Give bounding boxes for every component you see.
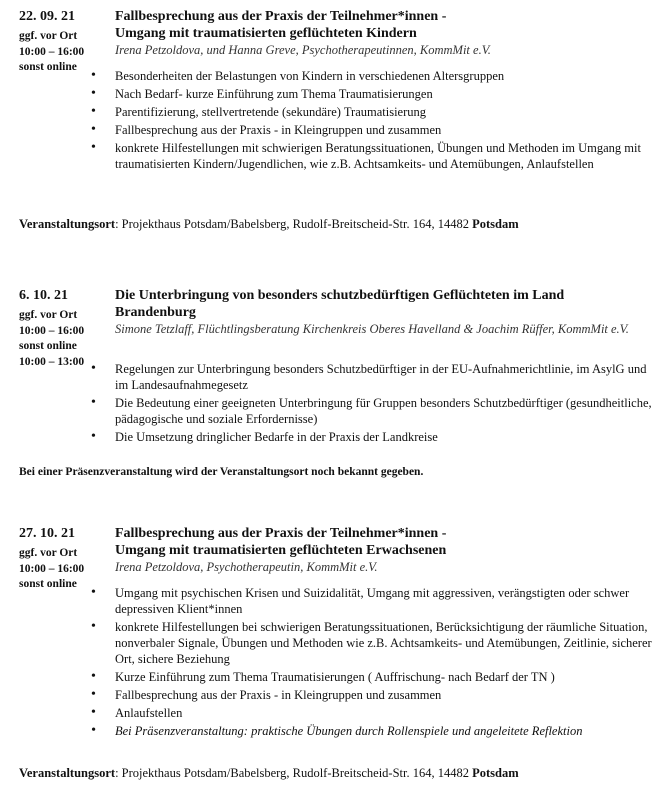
event-speakers: Irena Petzoldova, Psychotherapeutin, KommMit e.V. [115, 560, 378, 574]
event-content [115, 287, 655, 447]
event-date: 6. 10. 21 [19, 288, 68, 303]
list-item: • Die Umsetzung dringlicher Bedarfe in der Praxis der Landkreise [115, 429, 655, 445]
event-date-block [19, 287, 109, 370]
list-item: • Nach Bedarf- kurze Einführung zum Thema Traumatisierungen [115, 86, 655, 102]
event-title-line: Umgang mit traumatisierten geflüchteten Erwachsenen [115, 543, 447, 558]
event-time: 10:00 – 16:00 [19, 562, 85, 575]
event-time: 10:00 – 16:00 [19, 324, 85, 337]
event-location-mode: ggf. vor Ort [19, 547, 78, 559]
event-time: 10:00 – 16:00 [19, 45, 85, 58]
venue-city: Potsdam [472, 217, 519, 231]
venue-label: Veranstaltungsort [19, 766, 116, 780]
event-title-line: Fallbesprechung aus der Praxis der Teilnehmer*innen - [115, 9, 447, 24]
event-title-line: Umgang mit traumatisierten geflüchteten Kindern [115, 26, 417, 41]
event-title-line: Die Unterbringung von besonders schutzbedürftigen Geflüchteten im Land [115, 288, 565, 303]
event-content [115, 8, 655, 174]
event-topic-list [115, 585, 655, 739]
event-date-block [19, 8, 109, 76]
venue-address: : Projekthaus Potsdam/Babelsberg, Rudolf-Breitscheid-Str. 164, 14482 [115, 217, 473, 231]
venue-address: : Projekthaus Potsdam/Babelsberg, Rudolf-Breitscheid-Str. 164, 14482 [115, 766, 473, 780]
event-topic-list [115, 361, 655, 445]
event-venue [19, 765, 659, 781]
event-time-online: 10:00 – 13:00 [19, 355, 85, 368]
event-content [115, 525, 655, 741]
event-online-note: sonst online [19, 578, 77, 590]
list-item: • Parentifizierung, stellvertretende (sekundäre) Traumatisierung [115, 104, 655, 120]
list-item: • Kurze Einführung zum Thema Traumatisierungen ( Auffrischung- nach Bedarf der TN ) [115, 669, 655, 685]
list-item: • Besonderheiten der Belastungen von Kindern in verschiedenen Altersgruppen [115, 68, 655, 84]
event-location-mode: ggf. vor Ort [19, 309, 78, 321]
list-item: • Fallbesprechung aus der Praxis - in Kleingruppen und zusammen [115, 122, 655, 138]
list-item: • Regelungen zur Unterbringung besonders Schutzbedürftiger in der EU-Aufnahmerichtlinie, im AsylG und im Landesaufnahmegesetz [115, 361, 655, 393]
event-venue-note: Bei einer Präsenzveranstaltung wird der Veranstaltungsort noch bekannt gegeben. [19, 466, 424, 478]
event-venue [19, 216, 659, 232]
event-date: 22. 09. 21 [19, 9, 75, 24]
event-speakers: Simone Tetzlaff, Flüchtlingsberatung Kirchenkreis Oberes Havelland & Joachim Rüffer, KommMit e.V. [115, 322, 629, 336]
event-date-block [19, 525, 109, 593]
event-speakers: Irena Petzoldova, und Hanna Greve, Psychotherapeutinnen, KommMit e.V. [115, 43, 491, 57]
event-topic-list [115, 68, 655, 172]
list-item: • Bei Präsenzveranstaltung: praktische Übungen durch Rollenspiele und angeleitete Reflektion [115, 723, 655, 739]
venue-city: Potsdam [472, 766, 519, 780]
list-item: • konkrete Hilfestellungen mit schwierigen Beratungssituationen, Übungen und Methoden im Umgang mit traumatisierten Kindern/Jugendlichen, wie z.B. Achtsamkeits- und Atemübungen, Anlaufstellen [115, 140, 655, 172]
list-item: • Fallbesprechung aus der Praxis - in Kleingruppen und zusammen [115, 687, 655, 703]
list-item: • konkrete Hilfestellungen bei schwierigen Beratungssituationen, Berücksichtigung der räumliche Situation, nonverbaler Signale, Übungen und Methoden wie z.B. Achtsamkeits- und Atemübungen, Zeitlinie, sicherer Ort, sichere Beziehung [115, 619, 655, 667]
event-title-line: Fallbesprechung aus der Praxis der Teilnehmer*innen - [115, 526, 447, 541]
venue-label: Veranstaltungsort [19, 217, 116, 231]
event-date: 27. 10. 21 [19, 526, 75, 541]
event-online-note: sonst online [19, 61, 77, 73]
event-location-mode: ggf. vor Ort [19, 30, 78, 42]
event-online-note: sonst online [19, 340, 77, 352]
list-item: • Umgang mit psychischen Krisen und Suizidalität, Umgang mit aggressiven, verängstigten oder schwer depressiven Klient*innen [115, 585, 655, 617]
event-title-line: Brandenburg [115, 305, 196, 320]
list-item: • Anlaufstellen [115, 705, 655, 721]
list-item: • Die Bedeutung einer geeigneten Unterbringung für Gruppen besonders Schutzbedürftiger (gesundheitliche, pädagogische und soziale Erfordernisse) [115, 395, 655, 427]
